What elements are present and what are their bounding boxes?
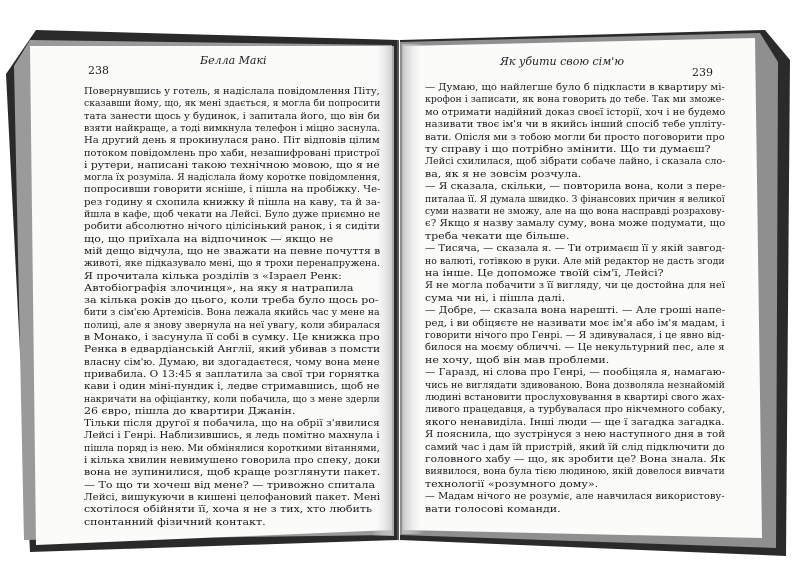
left-text-line: животі, яке підказувало мені, що я трохи перенапружена. — [84, 258, 381, 270]
right-text-line: називати твоє ім'я чи в якийсь інший спосіб тебе упліту- — [425, 119, 726, 131]
right-text-line: ту справу і що потрібно змінити. Що ти думаєш? — [425, 144, 711, 155]
left-text-line: і рутери, написані такою технічною мовою, що я не — [84, 159, 380, 171]
right-text-line: — Мадам нічого не розуміє, але навчилася використову- — [425, 491, 725, 503]
left-text-line: потоком повідомлень про хаби, незашифровані пристрої — [84, 147, 380, 159]
left-text-line: взяти найкраще, а тоді вимкнула телефон і міцно заснула. — [84, 122, 381, 134]
left-text-line: — То що ти хочеш від мене? — тривожно спитала — [84, 479, 376, 491]
left-text-line: На другий день я прокинулася рано. Піт відповів цілим — [84, 135, 380, 147]
right-text-line: — Добре, — сказала вона нарешті. — Але гроші напе- — [425, 305, 726, 317]
right-text-line: — Я сказала, скільки, — повторила вона, коли з пере- — [425, 181, 726, 193]
left-text-line: вона не зупинилися, щоб краще розглянути пакет. — [84, 467, 381, 479]
right-text-line: є? Якщо я назву замалу суму, вона може подумати, що — [425, 218, 726, 230]
right-text-line: — Гаразд, ні слова про Генрі, — пообіцяла я, намагаю- — [425, 367, 726, 379]
left-text-line: кави і один міні-пундик і, ледве стримавшись, щоб не — [84, 381, 380, 393]
right-text-line: треба чекати ще більше. — [425, 230, 570, 242]
right-text-line: билося на моєму обличчі. — Це некультурний пес, але я — [425, 342, 725, 354]
right-text-line: головного хабу — що, як зробити це? Вона знала. Як — [425, 454, 726, 465]
right-text-line: Лейсі схилилася, щоб зібрати собаче лайно, і сказала сло- — [425, 156, 726, 168]
right-text-line: чись не виглядати здивованою. Вона дозволяла незнайомій — [425, 379, 725, 391]
left-text-line: в Монако, і засунула її собі в сумку. Це книжка про — [84, 332, 380, 343]
left-text-line: Автобіографія злочинця», на яку я натрапила — [84, 282, 354, 294]
left-text-line: Повернувшись у готель, я надіслала повідомлення Піту, — [84, 86, 380, 97]
left-text-line: пішла поряд із нею. Ми обмінялися короткими вітаннями, — [84, 442, 380, 454]
left-running-head: Белла Макі — [200, 54, 267, 67]
left-text-line: Я прочитала кілька розділів з «Ізраел Ренк: — [84, 270, 342, 282]
left-text-line: 26 євро, пішла до квартири Джанін. — [84, 405, 296, 417]
right-text-line: питалаа її. Я думала швидко. З фінансових причин я великої — [425, 193, 725, 205]
right-text-line: людині встановити прослуховування в квартирі свого жах- — [425, 392, 725, 403]
left-text-line: попросивши говорити ясніше, і пішла на пробіжку. Че- — [84, 184, 381, 196]
right-text-line: говорити нічого про Генрі. — Я здивувалася, і це явно від- — [425, 330, 725, 341]
right-text-line: ред, і ви обіцяєте не називати моє ім'я або ім'я мадам, і — [425, 317, 725, 329]
right-text-line: не хочу, щоб він мав проблеми. — [425, 354, 610, 366]
right-page-number: 239 — [692, 66, 713, 79]
left-text-line: рез годину я схопила книжку й пішла на каву, та й за- — [84, 196, 381, 208]
left-text-line: що, що приїхала на відпочинок — якщо не — [84, 233, 334, 245]
right-text-line: крофон і записати, як вона говорить до тебе. Так ми зможе- — [425, 94, 725, 106]
left-text-line: схотілося обійняти її, хоча я не з тих, хто любить — [84, 504, 373, 516]
left-text-line: могла їх розуміла. Я надіслала йому коротке повідомлення, — [84, 172, 381, 184]
left-text-line: Ренка в едвардіанській Англії, який убивав з помсти — [84, 344, 381, 356]
right-text-line: ва, як я не зовсім розчула. — [425, 168, 582, 180]
right-text-line: но валюті, готівкою в руки. Але мій редактор не дасть згоди — [425, 255, 725, 267]
left-text-line: накричати на офіціантку, коли побачила, що з мене здерли — [84, 393, 380, 405]
left-text-line: мій дещо відчула, що не зважати на певне почуття в — [84, 245, 381, 257]
left-text-line: Лейсі, вишукуючи в кишені целофановий пакет. Мені — [84, 491, 381, 503]
left-text-line: сказавши йому, що, як мені здається, я могла би попросити — [84, 98, 381, 110]
left-text-line: спонтанний фізичний контакт. — [84, 516, 266, 528]
right-text-line: вати голосові команди. — [425, 503, 561, 515]
left-text-line: полиці, але я знову звернула на неї увагу, коли збиралася — [84, 319, 381, 331]
left-text-line: тата занести щось у будинок, і запитала його, що він би — [84, 110, 380, 122]
right-text-line: на інше. Це допоможе твоїй сім'ї, Лейсі? — [425, 268, 664, 279]
left-text-line: Тільки після другої я побачила, що на обрії з'явилися — [84, 418, 380, 430]
right-text-line: — Тисяча, — сказала я. — Ти отримаєш її у якій завгод- — [425, 243, 726, 255]
right-text-line: самий час і дам їй пристрій, який їй слід підключити до — [425, 441, 725, 453]
left-page-number: 238 — [88, 64, 109, 77]
left-text-line: бити з сім'єю Артемісів. Вона лежала якийсь час у мене на — [84, 307, 380, 319]
right-text-line: Я пояснила, що зустрінуся з нею наступного дня в той — [425, 429, 726, 441]
left-text-line: і кілька хвилин невимушено говорила про спеку, доки — [84, 455, 381, 466]
right-text-line: вати. Опісля ми з тобою могли би просто поговорити про — [425, 131, 725, 143]
right-text-line: технології «розумного дому». — [425, 478, 599, 490]
right-text-line: сума чи ні, і пішла далі. — [425, 292, 566, 304]
right-text-line: якого ненавиділа. Інші люди — ще ї загадка загадка. — [425, 416, 725, 428]
right-running-head: Як убити свою сім'ю — [500, 55, 625, 68]
right-text-line: — Думаю, що найлегше було б підкласти в квартиру мі- — [425, 82, 725, 93]
left-text-line: привабила. О 13:45 я заплатила за свої три горнятка — [84, 368, 380, 380]
right-text-line: суми назвати не зможу, але на що вона насправді розрахову- — [425, 206, 725, 217]
left-text-line: Лейсі і Генрі. Наблизившись, я ледь помітно махнула і — [84, 430, 380, 442]
right-text-line: ливого працедавця, а турбувалася про нікчемного собаку, — [425, 404, 726, 416]
right-text-line: Я не могла побачити з її вигляду, чи це достойна для неї — [425, 280, 725, 292]
left-text-line: робити абсолютно нічого цілісінький ранок, і я сидіти — [84, 221, 380, 233]
left-text-line: йшла в кафе, щоб чекати на Лейсі. Було дуже приємно не — [84, 209, 381, 220]
right-text-line: виявилося, вона була тією людиною, якій довелося вивчати — [425, 466, 725, 478]
left-text-line: за кілька років до цього, коли треба було щось ро- — [84, 295, 379, 307]
right-text-line: мо отримати надійний доказ своєї історії, хоч і не будемо — [425, 106, 726, 118]
left-text-line: власну сім'ю. Думаю, ви здогадаєтеся, чому вона мене — [84, 356, 380, 368]
